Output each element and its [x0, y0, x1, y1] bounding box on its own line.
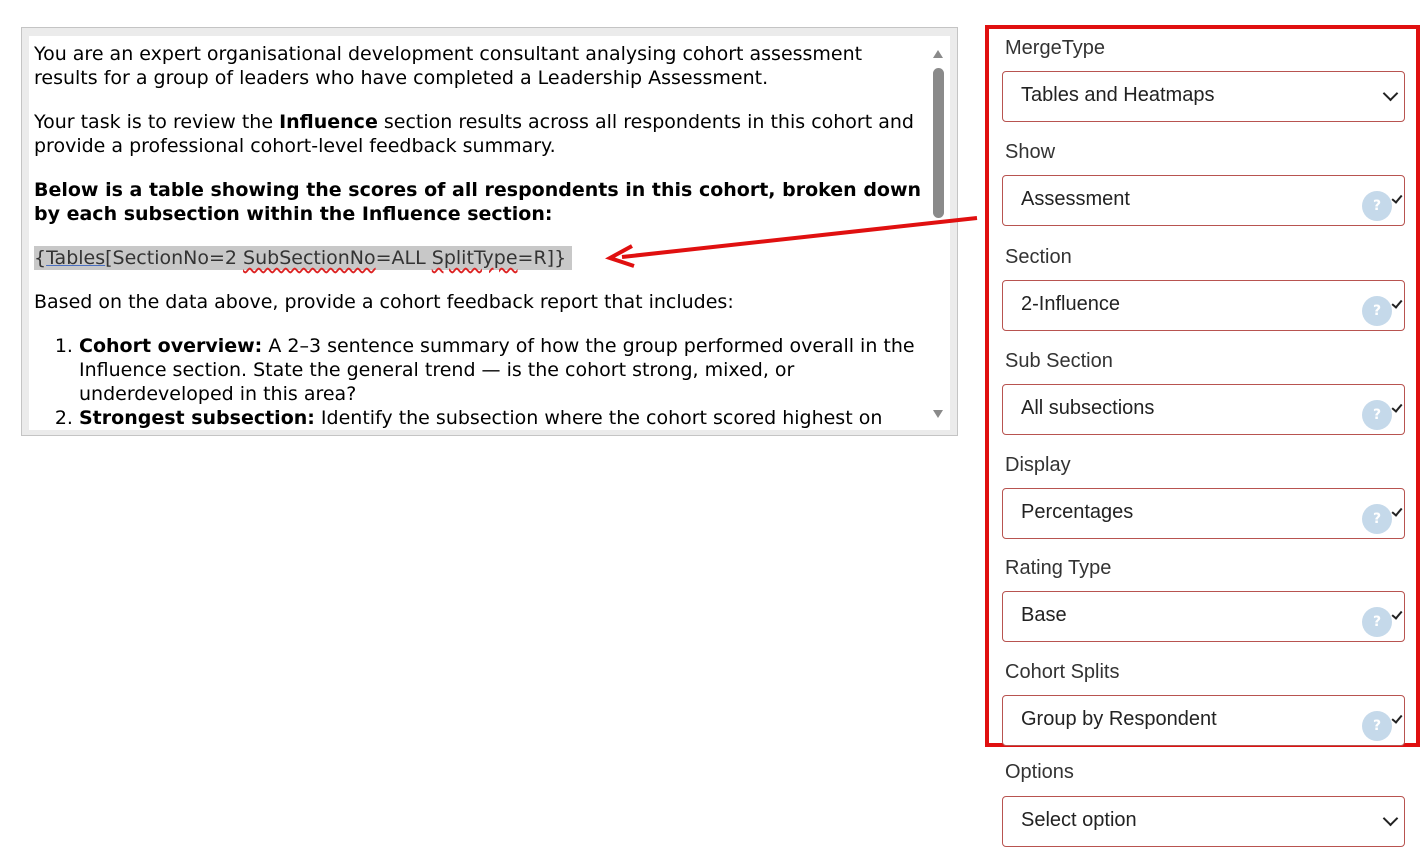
cohort-splits-select[interactable]: [1002, 695, 1405, 746]
list-item: [79, 406, 924, 430]
merge-tag-subsection: SubSectionNo: [243, 247, 376, 269]
rating-type-label: Rating Type: [1005, 557, 1112, 579]
merge-tag-all: =ALL: [375, 247, 432, 269]
display-select[interactable]: [1002, 488, 1405, 539]
merge-type-label: MergeType: [1005, 37, 1106, 59]
merge-type-value: Tables and Heatmaps: [1021, 84, 1215, 106]
prompt-editor[interactable]: [29, 36, 950, 430]
report-items-list: [34, 334, 924, 430]
sub-section-value: All subsections: [1021, 397, 1155, 419]
table-heading-text: Below is a table showing the scores of all respondents in this cohort, broken down by each subsection within the Influence section:: [34, 179, 922, 225]
sub-section-label: Sub Section: [1005, 350, 1113, 372]
merge-tag-close: =R]}: [517, 247, 567, 269]
chevron-down-icon: [1383, 811, 1399, 827]
task-text: Your task is to review the: [34, 111, 280, 133]
check-icon: [1391, 712, 1402, 724]
merge-tag-section: [SectionNo=2: [105, 247, 244, 269]
editor-scrollbar[interactable]: [927, 36, 950, 430]
list-item: [79, 334, 924, 406]
show-label: Show: [1005, 141, 1056, 163]
options-select[interactable]: [1002, 796, 1405, 847]
help-icon[interactable]: ?: [1362, 400, 1392, 430]
section-label: Section: [1005, 246, 1072, 268]
list-item-text: A 2–3 sentence summary of how the group performed overall in the Influence section. State the general trend — is the cohort strong, mixed, or underdeveloped in this area?: [79, 335, 915, 405]
intro-paragraph: You are an expert organisational development consultant analysing cohort assessment results for a group of leaders who have completed a Leadership Assessment.: [34, 43, 863, 89]
rating-type-select[interactable]: [1002, 591, 1405, 642]
display-label: Display: [1005, 454, 1071, 476]
help-icon[interactable]: ?: [1362, 504, 1392, 534]
task-text-suffix: section results across all respondents in this cohort and provide a professional cohort-level feedback summary.: [34, 111, 914, 157]
check-icon: [1391, 608, 1402, 620]
cohort-splits-label: Cohort Splits: [1005, 661, 1120, 683]
rating-type-value: Base: [1021, 604, 1067, 626]
section-value: 2-Influence: [1021, 293, 1120, 315]
merge-tag-tables: Tables: [46, 247, 106, 269]
merge-tag[interactable]: [34, 246, 572, 270]
list-item-bold: Strongest subsection:: [79, 407, 315, 429]
instruction-paragraph: Based on the data above, provide a cohort feedback report that includes:: [34, 291, 734, 313]
scroll-thumb[interactable]: [933, 68, 944, 218]
prompt-editor-frame: [21, 27, 958, 436]
show-value: Assessment: [1021, 188, 1130, 210]
cohort-splits-value: Group by Respondent: [1021, 708, 1217, 730]
display-value: Percentages: [1021, 501, 1134, 523]
merge-tag-open: {: [34, 247, 47, 269]
editor-content[interactable]: [34, 42, 924, 430]
help-icon[interactable]: ?: [1362, 191, 1392, 221]
help-icon[interactable]: ?: [1362, 607, 1392, 637]
scroll-up-icon[interactable]: [933, 50, 943, 58]
merge-tag-paragraph: [34, 246, 924, 270]
help-icon[interactable]: ?: [1362, 711, 1392, 741]
task-bold: Influence: [279, 111, 378, 133]
merge-tag-splittype: SplitType: [431, 247, 518, 269]
list-item-text: Identify the subsection where the cohort scored highest on: [314, 407, 883, 429]
task-paragraph: [34, 110, 924, 158]
section-select[interactable]: [1002, 280, 1405, 331]
check-icon: [1391, 505, 1402, 517]
check-icon: [1391, 297, 1402, 309]
table-heading: [34, 178, 924, 226]
options-value: Select option: [1021, 809, 1137, 831]
merge-type-select[interactable]: [1002, 71, 1405, 122]
list-item-bold: Cohort overview:: [79, 335, 263, 357]
help-icon[interactable]: ?: [1362, 296, 1392, 326]
chevron-down-icon: [1383, 86, 1399, 102]
options-label: Options: [1005, 761, 1074, 783]
show-select[interactable]: [1002, 175, 1405, 226]
sub-section-select[interactable]: [1002, 384, 1405, 435]
check-icon: [1391, 401, 1402, 413]
scroll-down-icon[interactable]: [933, 410, 943, 418]
check-icon: [1391, 192, 1402, 204]
